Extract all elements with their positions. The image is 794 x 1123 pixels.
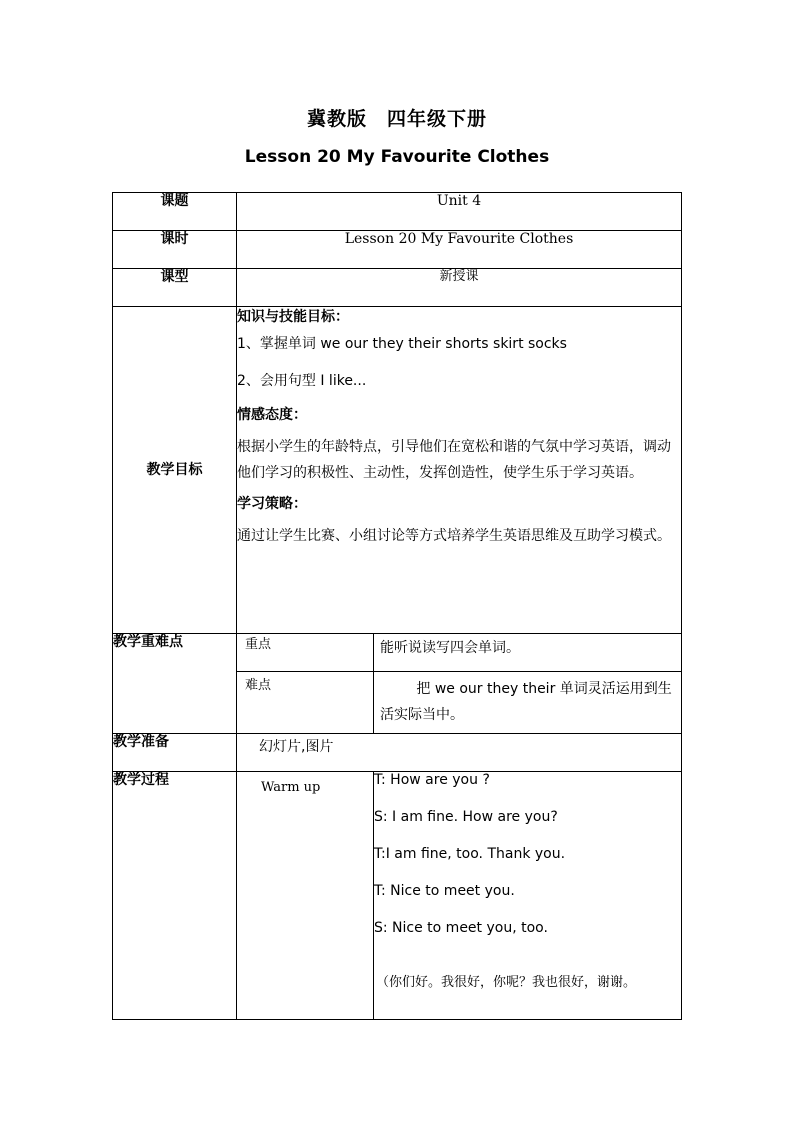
preparation-label: 教学准备 (113, 734, 237, 772)
strategy-heading: 学习策略： (237, 496, 307, 513)
period-label: 课时 (113, 231, 237, 269)
knowledge-heading: 知识与技能目标： (237, 309, 349, 325)
dialog-translation: （你们好。我很好，你呢？我也很好，谢谢。 (376, 975, 637, 990)
topic-label: 课题 (113, 193, 237, 231)
goals-label: 教学目标 (113, 307, 237, 634)
type-label: 课型 (113, 269, 237, 307)
type-value: 新授课 (237, 269, 682, 307)
difficult-label: 难点 (237, 672, 374, 734)
row-goals (113, 307, 682, 634)
row-topic (113, 193, 682, 231)
goals-content (237, 307, 682, 634)
dialog-line-1: T: How are you ? (374, 772, 490, 788)
keypoints-label: 教学重难点 (113, 634, 237, 734)
document-title: 冀教版 四年级下册 (306, 108, 487, 130)
period-value: Lesson 20 My Favourite Clothes (237, 231, 682, 269)
row-period (113, 231, 682, 269)
key-label: 重点 (237, 634, 374, 672)
emotion-heading: 情感态度： (237, 407, 307, 424)
dialog-line-4: T: Nice to meet you. (374, 883, 515, 899)
topic-value: Unit 4 (237, 193, 682, 231)
lesson-subtitle: Lesson 20 My Favourite Clothes (244, 147, 550, 167)
dialog-line-2: S: I am fine. How are you? (374, 809, 558, 825)
row-keypoint (113, 634, 682, 672)
preparation-value: 幻灯片,图片 (237, 734, 682, 772)
process-dialog (374, 772, 682, 1020)
process-step: Warm up (237, 772, 374, 1020)
strategy-text: 通过让学生比赛、小组讨论等方式培养学生英语思维及互助学习模式。 (237, 527, 671, 544)
row-preparation (113, 734, 682, 772)
row-type (113, 269, 682, 307)
key-value: 能听说读写四会单词。 (374, 634, 682, 672)
difficult-value: 把 we our they their 单词灵活运用到生活实际当中。 (374, 672, 682, 734)
dialog-line-5: S: Nice to meet you, too. (374, 920, 548, 936)
row-process (113, 772, 682, 1020)
lesson-plan-table (112, 192, 682, 1020)
emotion-text: 根据小学生的年龄特点，引导他们在宽松和谐的气氛中学习英语，调动他们学习的积极性、主动性，发挥创造性，使学生乐于学习英语。 (237, 439, 671, 482)
process-label: 教学过程 (113, 772, 237, 1020)
dialog-line-3: T:I am fine, too. Thank you. (374, 846, 566, 862)
knowledge-item-1: 1、掌握单词 we our they their shorts skirt socks (237, 335, 567, 352)
knowledge-item-2: 2、会用句型 I like... (237, 372, 367, 389)
